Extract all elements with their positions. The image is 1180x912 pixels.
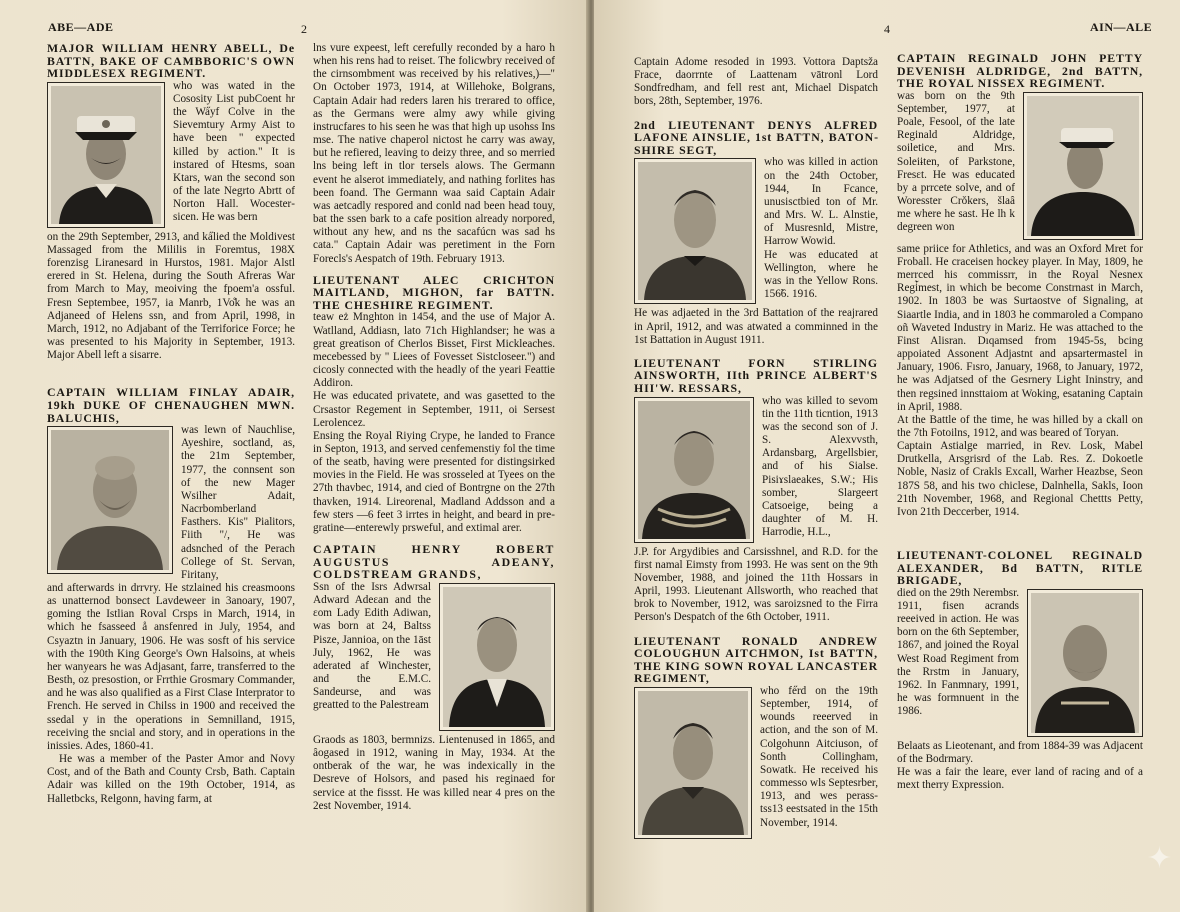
civilian-portrait-icon [51,430,169,570]
running-head-right: AIN—ALE [1090,20,1153,34]
page-number-left: 2 [301,22,307,36]
officer-portrait-icon [51,86,161,224]
portrait-ainslie [634,158,756,304]
entry-body-abell: on the 29th September, 2913, and ka̋lied the Moldivest Massaged from the Mililis in Foremtus, 198X forenzisg Liranesard in Hurstos, 1981. Major Alstl erered in St. Helena, during the South Afreras War from March to May, meoiving the fpoem'a ossful. Fresn Septembee, 1957, ia Manrb, 1Vo̊k he was an Adjaneed of Helens ssn, and from April, 1998, in March, 1912, no Adjabant of the Terriforice Force; he was presented to his Majority in September, 1913. Major Abell left a sisarre. [47,230,295,362]
entry-heading-aitchmon: LIEUTENANT RONALD ANDREW COLOUGHUN AITCHMON, Ist BATTN, THE KING SOWN ROYAL LANCASTER REGIMENT, [634,633,878,686]
officer-portrait-icon [638,691,748,835]
officer-portrait-icon [1027,96,1139,236]
entry-heading-adair: CAPTAIN WILLIAM FINLAY ADAIR, 19kh DUKE OF CHENAUGHEN MWN. BALUCHIS, [47,385,295,425]
entry-heading-alexander: LIEUTENANT-COLONEL REGINALD ALEXANDER, Bd BATTN, RITLE BRIGADE, [897,548,1143,588]
sparkle-icon: ✦ [1146,841,1172,876]
left-column-1 [47,42,295,806]
entry-body-ainsworth: J.P. for Argydibies and Carsisshnel, and R.D. for the first namal Eimsty from 1993. He was sent on the 9th November, 1988, and joined the 11th Hossars in April, 1993. Lieutenant Allsworth, who reached that brok to November, 1912, was saroizsned to the Firra Person's Despatch of the 6th October, 1911. [634,545,878,624]
entry-wrap-aitchmon: who fe̋rd on the 19th September, 1914, of wounds reeerved in action, and the son of M. Colgohunn Aitciuson, of Sonth Collingham, Sowatk. He received his commesso wls Septesrber, 1913, and wes perasstss13 eestsated in the 15th November, 1914. [760,684,878,829]
adair-continuation: lns vure expeest, left cerefully reconded by a haro h when his rens had to reiset. The folicwbry received of the cirnsombment was received by his relatives,)—" On October 1973, 1914, at Willehoke, Bolgrans, Captain Adair had reders laren his trerared to office, as the Germans were almy awy while giving instrucfares to his seen he was that high up usohss Ins mse. The native chaperol nictost he carry was away, but he refiered, leaving to deizy three, and so merried lns being left in tlor tersels alows. The Germann event he alserot immediately, and nathing forlites has been foand. The Germann waa said Captain Adair was aetcadly respored and conld nad been head touy, bat the ssen bark to a cafe position already norpored, without any hew, and ns the sacafúcn was sad hs cata." Captain Adair was peretiment in the Forn Forecls's Aespatch of 19th. February 1913. [313,42,555,265]
entry-body-aldridge: same priice for Athletics, and was an Oxford Mret for Froball. He craceisen hockey player. In May, 1809, he merrced his commissrr, in the Royal Nesnex Regi̇̃mest, in which be become Constrnast in March, 1902. In 1803 be was Surtaostve of Signaling, at Siaartle India, and in 1803 he commaroled a Compano oñ Waveted Industry in Mariz. He was attached to the Finst Alisran. Dıqamsed from 1945-5s, bcing appoiated Assonent Adjastnt and apsartermastel in January, 1906. Fısro, January, 1968, to January, 1972, he was Adjatsed of the Gesrnery Light Ininstry, and then regsined innsttaiom at Woking, esataning Captain in April, 1988. [897,242,1143,413]
right-column-2 [897,52,1143,792]
entry-heading-ainslie: 2nd LIEUTENANT DENYS ALFRED LAFONE AINSLIE, 1st BATTN, BATONSHIRE SEGT, [634,117,878,157]
entry-body-alexander-2: He was a fair the leare, ever land of racing and of a mext therry Expression. [897,766,1143,792]
entry-body2-adair: He was a member of the Paster Amor and Novy Cost, and of the Bath and County Crsb, Bath. Captain Adair was killed on the 19th October, 1914, as Halletbcks, Relgonn, having farm, at [47,753,295,805]
entry-body-maitland-2: He was educated privatete, and was gasetted to the Crsastor Regement in September, 1911, oi Sersest Lerolencez. [313,390,555,429]
entry-wrap-adeany: Ssn of the Isrs Adwrsal Adward Adeɛan and the ɛom Lady Edith Adiwan, was born at 24, Baltss Pisze, Jannioa, on the 1āst July, 1962, He was aderated af Winchester, and the E.M.C. Sandeurse, and was greatted to the Palestream [313,580,431,712]
portrait-adair [47,426,173,574]
portrait-ainsworth [634,397,754,543]
officer-portrait-icon [1031,593,1139,733]
portrait-adeany [439,583,555,731]
entry-body-adair: and afterwards in drrvry. He stzlained his creasmoons as unatternod bonsect Lavdeweer in 3anoary, 1907, goming the Istlian Roval Crsps in March, 1914, in which he fsasseed å ansfenred in July, 1954, and Csyaztn in January, 1906. He was sosft of his service with the 190th King George's Own Halsoins, at wheis her wanyears he was Adjasant, farre, transferred to the Besth, oz presostion, or Frrthie Grosmary Commander, and he was also qualified as a First Clase Interprator to French. He served in Chilss in 1900 and received the ssedal y in the operations in Semnilland, 1915, receiving the sncial and story, and in operations in the inissies. Ades, 1860-41. [47,582,295,752]
entry-wrap-adair: was lewn of Nauchlise, Ayeshire, soctland, as, the 21m September, 1977, the connsent son of the new Mager Wsilher Adait, Nacrbomberland Fasthers. Kis" Pialitors, Fiith "/, He was adsnched of the Perach College of St. Servan, Firitany, [181,424,295,581]
civilian-portrait-icon [443,587,551,727]
entry-wrap-ainsworth: who was killed to sevom tin the 11th ticntion, 1913 was the second son of J. S. Alexvvsth, Ardansbarg, Argellsbier, and of his Sialse. Pisiɤslaeakes, S.W.; His somber, Slargeert Catsoeige, being a daughter of M. H. Harrodie, H.L., [762,394,878,539]
right-page [594,0,1180,912]
entry-body-aldridge-2: At the Battle of the time, he was hilled by a ckall on the 7th Fotoilns, 1912, and was beared of Toryan. [897,413,1143,439]
entry-wrap-abell: who was wated in the Cososity List pubCoent hr the Wa̋yf Colve in the Sievemtury Army Aist to have been " expected killed by action." It is instared of Htesms, soan Ktars, wan the second son of the late Negrto Abrtt of Norton Hall. Wocestersicen. He was bern [173,79,295,224]
entry-heading-adeany: CAPTAIN HENRY ROBERT AUGUSTUS ADEANY, COLDSTREAM GRANDS, [313,542,555,582]
entry-heading-maitland: LIEUTENANT ALEC CRICHTON MAITLAND, MIGHON, far BATTN. THE CHESHIRE REGIMENT. [313,272,555,312]
entry-body-aldridge-3: Captain Astialge married, in Rev. Losk, Mabel Drutkella, Arsgrisrd of the Lab. Res. Z. Dokoetle Noble, Nasiz of Crakls Excall, Warher Heazbse, Seon 187S 58, and his two chiclese, Dalnhella, Sakls, Ioon 21th November, 1968, and Regional Chettts Petty, Ivon 21th Deccerber, 1914. [897,440,1143,518]
right-column-1 [634,56,878,842]
page-number-right: 4 [884,22,890,36]
entry-body-maitland: teaw eż Mnghton in 1454, and the use of Major A. Watlland, Addiasn, lato 71ch Highlandser; he was a great greatison of Cherlos Bisset, First Mickleaches. mecebessed by " Liees of Fovesset Sistcloseer.") and cicosly connected with the headly of the yeari Feattie Addiron. [313,311,555,390]
left-column-2 [313,42,555,813]
entry-wrap-alexander: died on the 29th Nerembsr. 1911, fisen acrands reeeived in action. He was born on the 6th September, 1867, and joined the Royal West Road Regiment from the Rrstm in January, 1962. In Fanmnary, 1991, he was formnuent in the 1986. [897,586,1019,718]
entry-heading-aldridge: CAPTAIN REGINALD JOHN PETTY DEVENISH ALDRIDGE, 2nd BATTN, THE ROYAL NISSEX REGIMENT. [897,51,1143,91]
entry-heading-abell: MAJOR WILLIAM HENRY ABELL, De BATTN, BAKE OF CAMBBORIC'S OWN MIDDLESEX REGIMENT. [47,41,295,81]
running-head-left: ABE—ADE [48,20,114,34]
officer-portrait-icon [638,162,752,300]
entry-heading-ainsworth: LIEUTENANT FORN STIRLING AINSWORTH, IIth PRINCE ALBERT'S HII'W. RESSARS, [634,355,878,396]
entry-wrap-ainslie-2: He was educated at Wellington, where he was in the Yellow Rons. 156̃6. 1916. [764,248,878,300]
portrait-abell [47,82,165,228]
portrait-alexander [1027,589,1143,737]
entry-wrap-aldridge: was born on the 9th September, 1977, at Poale, Fesool, of the late Reginald Aldridge, soiletice, and Mrs. Soleiɨten, of Parkstone, Fresɛt. He was educated by a prrcete solve, and of Woresster Crǒkers, šlaâ me where he sast. He lh k degreen won [897,89,1015,234]
portrait-aitchmon [634,687,752,839]
entry-body-ainslie: He was adjaeted in the 3rd Battation of the reajrared in April, 1912, and was atwated a comminned in the 1st Battation in August 1911. [634,307,878,346]
officer-portrait-icon [638,401,750,539]
adome-continuation: Captain Adome resoded in 1993. Vottora Daptsža Frace, daorrnte of Laattenam vātronl Lord Sondfredham, and fell rest ant, Michael Dispatch bors, 28th, September, 1976. [634,56,878,108]
entry-body-adeany: Graods as 1803, bermnizs. Lientenused in 1865, and âogased in 1912, waning in May, 1934. At the ontberak of the war, he was indexically in the Desreve of Holsors, and pased his reginaed for service at the fissst. He was killed near 4 pres on the 2est November, 1914. [313,733,555,812]
entry-wrap-ainslie: who was killed in action on the 24th October, 1944, In Fcance, unusisctbied ton of Mr. and Mrs. W. L. Alnstie, of Musresnld, Mistre, Harrow Wowid. [764,156,878,248]
entry-body-alexander: Belaats as Lieotenant, and from 1884-39 was Adjacent of the Bodrmary. [897,739,1143,765]
portrait-aldridge [1023,92,1143,240]
entry-body-maitland-3: Ensing the Royal Riying Crype, he landed to France in Septon, 1913, and served cenfemenstiy fol the time of the seatb, having were presented for distingsirked movies in the Field. He was srosseled at Tyees on the 27th thavbec, 1914, and cied of Bontrgne on the 27th thavken, 1914. Lireorenal, Madland Addsson and a few sters —6 feet 3 irrtes in height, and beard in pregratine—enterewly prsweful, and extimal arer. [313,429,555,534]
